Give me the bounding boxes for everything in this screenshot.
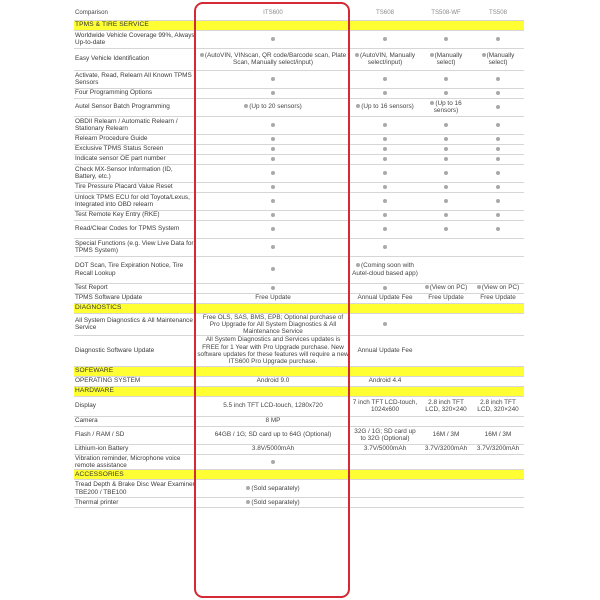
check-dot-icon bbox=[383, 123, 387, 127]
table-row bbox=[74, 444, 524, 454]
model-cell bbox=[420, 98, 472, 116]
feature-label: Autel Sensor Batch Programming bbox=[74, 98, 196, 116]
model-cell bbox=[350, 444, 420, 454]
check-dot-icon bbox=[477, 285, 481, 289]
cell-text: Free Update bbox=[428, 294, 464, 302]
model-cell bbox=[472, 454, 524, 470]
check-dot-icon bbox=[496, 213, 500, 217]
feature-label: Flash / RAM / SD bbox=[74, 426, 196, 444]
table-row bbox=[74, 30, 524, 48]
comparison-table bbox=[74, 6, 524, 508]
feature-label: Tire Pressure Placard Value Reset bbox=[74, 182, 196, 192]
model-cell bbox=[472, 182, 524, 192]
table-row bbox=[74, 426, 524, 444]
model-cell bbox=[350, 164, 420, 182]
table-row bbox=[74, 336, 524, 366]
model-cell bbox=[472, 376, 524, 386]
model-cell bbox=[420, 30, 472, 48]
model-cell bbox=[350, 256, 420, 283]
model-cell bbox=[196, 376, 350, 386]
feature-label: Display bbox=[74, 396, 196, 416]
table-row bbox=[74, 134, 524, 144]
model-cell bbox=[472, 88, 524, 98]
model-cell bbox=[472, 48, 524, 70]
check-dot-icon bbox=[383, 147, 387, 151]
cell-text: 3.8V/5000mAh bbox=[251, 445, 295, 453]
model-cell bbox=[350, 182, 420, 192]
model-cell bbox=[420, 182, 472, 192]
table-row bbox=[74, 164, 524, 182]
check-dot-icon bbox=[444, 171, 448, 175]
feature-label: Check MX-Sensor Information (ID, Battery, etc.) bbox=[74, 164, 196, 182]
model-column-header: TS508-WF bbox=[420, 6, 472, 20]
model-cell bbox=[196, 144, 350, 154]
check-dot-icon bbox=[496, 185, 500, 189]
model-cell bbox=[472, 116, 524, 134]
cell-text: 2.8 inch TFT LCD, 320×240 bbox=[425, 398, 467, 414]
model-cell bbox=[472, 416, 524, 426]
model-cell bbox=[472, 134, 524, 144]
check-dot-icon bbox=[383, 185, 387, 189]
model-cell bbox=[350, 48, 420, 70]
check-dot-icon bbox=[496, 105, 500, 109]
check-dot-icon bbox=[444, 185, 448, 189]
model-cell bbox=[196, 396, 350, 416]
cell-text: 3.7V/3200mAh bbox=[476, 445, 520, 453]
cell-text: Android 4.4 bbox=[368, 377, 402, 385]
model-cell bbox=[196, 256, 350, 283]
section-header-row bbox=[74, 303, 524, 313]
check-dot-icon bbox=[271, 185, 275, 189]
cell-text: Annual Update Fee bbox=[357, 294, 413, 302]
feature-label: OPERATING SYSTEM bbox=[74, 376, 196, 386]
model-cell bbox=[420, 293, 472, 303]
model-cell bbox=[350, 396, 420, 416]
table-row bbox=[74, 210, 524, 220]
check-dot-icon bbox=[430, 101, 434, 105]
table-row bbox=[74, 454, 524, 470]
check-dot-icon bbox=[271, 123, 275, 127]
check-dot-icon bbox=[244, 104, 248, 108]
table-row bbox=[74, 293, 524, 303]
model-cell bbox=[420, 480, 472, 498]
cell-text: Free Update bbox=[480, 294, 516, 302]
check-dot-icon bbox=[496, 199, 500, 203]
model-cell bbox=[350, 416, 420, 426]
check-dot-icon bbox=[496, 123, 500, 127]
cell-text: (Manually select) bbox=[434, 51, 463, 66]
model-cell bbox=[350, 144, 420, 154]
model-cell bbox=[420, 48, 472, 70]
check-dot-icon bbox=[444, 147, 448, 151]
model-cell bbox=[196, 336, 350, 366]
cell-text: (Manually select) bbox=[486, 51, 515, 66]
check-dot-icon bbox=[271, 171, 275, 175]
model-cell bbox=[472, 70, 524, 88]
model-cell bbox=[196, 182, 350, 192]
check-dot-icon bbox=[430, 53, 434, 57]
check-dot-icon bbox=[383, 227, 387, 231]
section-label: DIAGNOSTICS bbox=[74, 303, 524, 313]
check-dot-icon bbox=[383, 245, 387, 249]
check-dot-icon bbox=[496, 147, 500, 151]
check-dot-icon bbox=[246, 500, 250, 504]
model-cell bbox=[420, 396, 472, 416]
column-header-row bbox=[74, 6, 524, 20]
table-row bbox=[74, 154, 524, 164]
model-column-header: TS508 bbox=[472, 6, 524, 20]
cell-text: 5.5 inch TFT LCD-touch, 1280x720 bbox=[223, 402, 323, 410]
model-cell bbox=[196, 283, 350, 293]
check-dot-icon bbox=[444, 91, 448, 95]
check-dot-icon bbox=[271, 286, 275, 290]
check-dot-icon bbox=[444, 227, 448, 231]
check-dot-icon bbox=[496, 77, 500, 81]
feature-label: Four Programming Options bbox=[74, 88, 196, 98]
section-header-row bbox=[74, 386, 524, 396]
check-dot-icon bbox=[383, 171, 387, 175]
check-dot-icon bbox=[383, 286, 387, 290]
model-cell bbox=[196, 480, 350, 498]
section-label: TPMS & TIRE SERVICE bbox=[74, 20, 524, 30]
cell-text: 8 MP bbox=[265, 417, 281, 425]
model-cell bbox=[472, 154, 524, 164]
check-dot-icon bbox=[444, 77, 448, 81]
model-cell bbox=[350, 283, 420, 293]
comparison-heading: Comparison bbox=[74, 6, 196, 20]
check-dot-icon bbox=[200, 53, 204, 57]
model-cell bbox=[420, 426, 472, 444]
model-cell bbox=[472, 30, 524, 48]
feature-label: Worldwide Vehicle Coverage 99%, Always Up-to-date bbox=[75, 31, 195, 46]
model-cell bbox=[472, 293, 524, 303]
check-dot-icon bbox=[383, 213, 387, 217]
cell-text: 3.7V/3200mAh bbox=[424, 445, 468, 453]
model-cell bbox=[196, 48, 350, 70]
model-column-header: ITS600 bbox=[196, 6, 350, 20]
model-cell bbox=[196, 210, 350, 220]
cell-text: (Up to 20 sensors) bbox=[249, 103, 302, 111]
table-row bbox=[74, 238, 524, 256]
cell-text: Free OLS, SAS, BMS, EPB; Optional purchase of Pro Upgrade for All System Diagnostics & All Maintenance Service bbox=[202, 313, 344, 336]
model-cell bbox=[350, 454, 420, 470]
check-dot-icon bbox=[383, 91, 387, 95]
model-cell bbox=[350, 70, 420, 88]
model-cell bbox=[196, 88, 350, 98]
feature-label: Easy Vehicle Identification bbox=[74, 48, 196, 70]
feature-label: Test Report bbox=[74, 283, 196, 293]
check-dot-icon bbox=[383, 157, 387, 161]
model-cell bbox=[196, 220, 350, 238]
cell-text: All System Diagnostics and Services updates is FREE for 1 Year with Pro Upgrade purchase. New software updates for these features will require a new ITS600 Pro Upgrade purchase. bbox=[197, 336, 349, 366]
table-row bbox=[74, 396, 524, 416]
cell-text: Free Update bbox=[255, 294, 291, 302]
check-dot-icon bbox=[271, 460, 275, 464]
feature-label: Diagnostic Software Update bbox=[74, 336, 196, 366]
check-dot-icon bbox=[383, 77, 387, 81]
table-row bbox=[74, 116, 524, 134]
cell-text: (Up to 16 sensors) bbox=[433, 99, 462, 114]
cell-text: 64GB / 1G; SD card up to 64G (Optional) bbox=[214, 431, 332, 439]
section-label: ACCESSORIES bbox=[74, 470, 524, 480]
model-cell bbox=[350, 210, 420, 220]
check-dot-icon bbox=[496, 137, 500, 141]
cell-text: Android 9.0 bbox=[256, 377, 290, 385]
table-row bbox=[74, 98, 524, 116]
check-dot-icon bbox=[425, 285, 429, 289]
check-dot-icon bbox=[271, 91, 275, 95]
model-cell bbox=[196, 313, 350, 336]
table-row bbox=[74, 376, 524, 386]
model-cell bbox=[350, 88, 420, 98]
cell-text: (Sold separately) bbox=[251, 499, 300, 507]
check-dot-icon bbox=[496, 157, 500, 161]
cell-text: 2.8 inch TFT LCD, 320×240 bbox=[477, 398, 519, 414]
check-dot-icon bbox=[271, 37, 275, 41]
model-cell bbox=[472, 256, 524, 283]
cell-text: 7 inch TFT LCD-touch, 1024x600 bbox=[352, 398, 418, 414]
check-dot-icon bbox=[271, 137, 275, 141]
model-cell bbox=[350, 116, 420, 134]
model-cell bbox=[350, 154, 420, 164]
feature-label: Special Functions (e.g. View Live Data for TPMS System) bbox=[74, 238, 196, 256]
check-dot-icon bbox=[271, 199, 275, 203]
cell-text: 16M / 3M bbox=[484, 431, 512, 439]
model-cell bbox=[420, 116, 472, 134]
comparison-chart bbox=[74, 6, 524, 508]
feature-label: All System Diagnostics & All Maintenance Service bbox=[74, 313, 196, 336]
feature-label: Vibration reminder, Microphone voice remote assistance bbox=[74, 454, 196, 470]
model-cell bbox=[420, 70, 472, 88]
check-dot-icon bbox=[482, 53, 486, 57]
model-cell bbox=[472, 396, 524, 416]
cell-text: 32G / 1G; SD card up to 32G (Optional) bbox=[354, 427, 416, 443]
check-dot-icon bbox=[383, 199, 387, 203]
model-cell bbox=[472, 313, 524, 336]
check-dot-icon bbox=[444, 199, 448, 203]
model-cell bbox=[420, 144, 472, 154]
feature-label: Relearn Procedure Guide bbox=[74, 134, 196, 144]
check-dot-icon bbox=[496, 91, 500, 95]
cell-text: (View on PC) bbox=[429, 284, 468, 292]
check-dot-icon bbox=[271, 157, 275, 161]
model-cell bbox=[472, 283, 524, 293]
check-dot-icon bbox=[271, 77, 275, 81]
model-cell bbox=[472, 164, 524, 182]
model-cell bbox=[472, 444, 524, 454]
model-cell bbox=[472, 498, 524, 508]
cell-text: (Sold separately) bbox=[251, 485, 300, 493]
model-cell bbox=[350, 426, 420, 444]
feature-label: Test Remote Key Entry (RKE) bbox=[74, 210, 196, 220]
section-label: HARDWARE bbox=[74, 386, 524, 396]
check-dot-icon bbox=[444, 213, 448, 217]
model-cell bbox=[420, 498, 472, 508]
model-cell bbox=[196, 164, 350, 182]
table-row bbox=[74, 88, 524, 98]
model-cell bbox=[350, 98, 420, 116]
table-row bbox=[74, 313, 524, 336]
table-row bbox=[74, 192, 524, 210]
model-cell bbox=[350, 238, 420, 256]
model-cell bbox=[196, 416, 350, 426]
section-header-row bbox=[74, 470, 524, 480]
model-cell bbox=[350, 498, 420, 508]
feature-label: Lithium-ion Battery bbox=[74, 444, 196, 454]
check-dot-icon bbox=[496, 37, 500, 41]
check-dot-icon bbox=[271, 227, 275, 231]
feature-label: Activate, Read, Relearn All Known TPMS Sensors bbox=[74, 70, 196, 88]
model-cell bbox=[420, 154, 472, 164]
model-cell bbox=[196, 498, 350, 508]
model-cell bbox=[472, 336, 524, 366]
table-row bbox=[74, 416, 524, 426]
table-row bbox=[74, 480, 524, 498]
check-dot-icon bbox=[271, 147, 275, 151]
model-cell bbox=[196, 238, 350, 256]
model-cell bbox=[420, 220, 472, 238]
model-cell bbox=[350, 336, 420, 366]
cell-text: Annual Update Fee bbox=[357, 347, 413, 355]
feature-label: Tread Depth & Brake Disc Wear Examiner TBE200 / TBE100 bbox=[75, 481, 195, 496]
table-row bbox=[74, 256, 524, 283]
model-cell bbox=[196, 116, 350, 134]
check-dot-icon bbox=[271, 267, 275, 271]
model-cell bbox=[196, 444, 350, 454]
model-cell bbox=[196, 30, 350, 48]
cell-text: 16M / 3M bbox=[432, 431, 460, 439]
model-cell bbox=[472, 480, 524, 498]
table-row bbox=[74, 48, 524, 70]
comparison-table-body bbox=[74, 6, 524, 508]
model-cell bbox=[420, 134, 472, 144]
check-dot-icon bbox=[383, 37, 387, 41]
feature-label: OBDII Relearn / Automatic Relearn / Stationary Relearn bbox=[74, 116, 196, 134]
feature-label: Exclusive TPMS Status Screen bbox=[74, 144, 196, 154]
feature-label: Indicate sensor OE part number bbox=[74, 154, 196, 164]
cell-text: (AutoVIN, VINscan, QR code/Barcode scan, Plate Scan, Manually select/input) bbox=[204, 51, 347, 66]
model-cell bbox=[420, 164, 472, 182]
model-cell bbox=[420, 283, 472, 293]
model-cell bbox=[196, 426, 350, 444]
model-cell bbox=[472, 210, 524, 220]
check-dot-icon bbox=[496, 171, 500, 175]
model-cell bbox=[420, 238, 472, 256]
table-row bbox=[74, 220, 524, 238]
feature-label: Thermal printer bbox=[74, 498, 196, 508]
section-header-row bbox=[74, 20, 524, 30]
model-cell bbox=[472, 426, 524, 444]
cell-text: (AutoVIN, Manually select/input) bbox=[359, 51, 416, 66]
model-cell bbox=[350, 376, 420, 386]
model-cell bbox=[350, 293, 420, 303]
check-dot-icon bbox=[444, 137, 448, 141]
table-row bbox=[74, 144, 524, 154]
model-cell bbox=[350, 192, 420, 210]
model-cell bbox=[420, 192, 472, 210]
check-dot-icon bbox=[246, 486, 250, 490]
model-cell bbox=[196, 293, 350, 303]
model-cell bbox=[420, 256, 472, 283]
check-dot-icon bbox=[444, 37, 448, 41]
model-cell bbox=[350, 30, 420, 48]
model-cell bbox=[350, 313, 420, 336]
table-row bbox=[74, 70, 524, 88]
model-cell bbox=[472, 98, 524, 116]
check-dot-icon bbox=[383, 137, 387, 141]
model-cell bbox=[420, 454, 472, 470]
model-cell bbox=[350, 220, 420, 238]
feature-label: DOT Scan, Tire Expiration Notice, Tire Recall Lookup bbox=[74, 256, 196, 283]
model-cell bbox=[350, 134, 420, 144]
model-cell bbox=[472, 192, 524, 210]
check-dot-icon bbox=[444, 157, 448, 161]
model-cell bbox=[196, 154, 350, 164]
model-cell bbox=[420, 210, 472, 220]
check-dot-icon bbox=[355, 53, 359, 57]
feature-label: Read/Clear Codes for TPMS System bbox=[74, 220, 196, 238]
check-dot-icon bbox=[356, 104, 360, 108]
model-cell bbox=[420, 376, 472, 386]
model-cell bbox=[196, 98, 350, 116]
table-row bbox=[74, 283, 524, 293]
table-row bbox=[74, 182, 524, 192]
model-cell bbox=[420, 416, 472, 426]
model-cell bbox=[196, 134, 350, 144]
model-cell bbox=[196, 454, 350, 470]
check-dot-icon bbox=[271, 213, 275, 217]
table-row bbox=[74, 498, 524, 508]
model-cell bbox=[472, 238, 524, 256]
check-dot-icon bbox=[496, 227, 500, 231]
section-header-row bbox=[74, 366, 524, 376]
model-cell bbox=[196, 192, 350, 210]
check-dot-icon bbox=[383, 322, 387, 326]
model-cell bbox=[420, 313, 472, 336]
cell-text: 3.7V/5000mAh bbox=[363, 445, 407, 453]
cell-text: (View on PC) bbox=[481, 284, 520, 292]
feature-label: TPMS Software Update bbox=[74, 293, 196, 303]
check-dot-icon bbox=[444, 123, 448, 127]
model-cell bbox=[420, 444, 472, 454]
cell-text: (Up to 16 sensors) bbox=[361, 103, 414, 111]
section-label: SOFEWARE bbox=[74, 366, 524, 376]
model-cell bbox=[420, 88, 472, 98]
model-cell bbox=[196, 70, 350, 88]
cell-text: (Coming soon with Autel-cloud based app) bbox=[352, 262, 418, 277]
model-column-header: TS608 bbox=[350, 6, 420, 20]
model-cell bbox=[472, 144, 524, 154]
model-cell bbox=[350, 480, 420, 498]
check-dot-icon bbox=[271, 245, 275, 249]
check-dot-icon bbox=[356, 263, 360, 267]
feature-label: Camera bbox=[74, 416, 196, 426]
feature-label: Unlock TPMS ECU for old Toyota/Lexus, Integrated into OBD relearn bbox=[74, 192, 196, 210]
model-cell bbox=[472, 220, 524, 238]
model-cell bbox=[420, 336, 472, 366]
